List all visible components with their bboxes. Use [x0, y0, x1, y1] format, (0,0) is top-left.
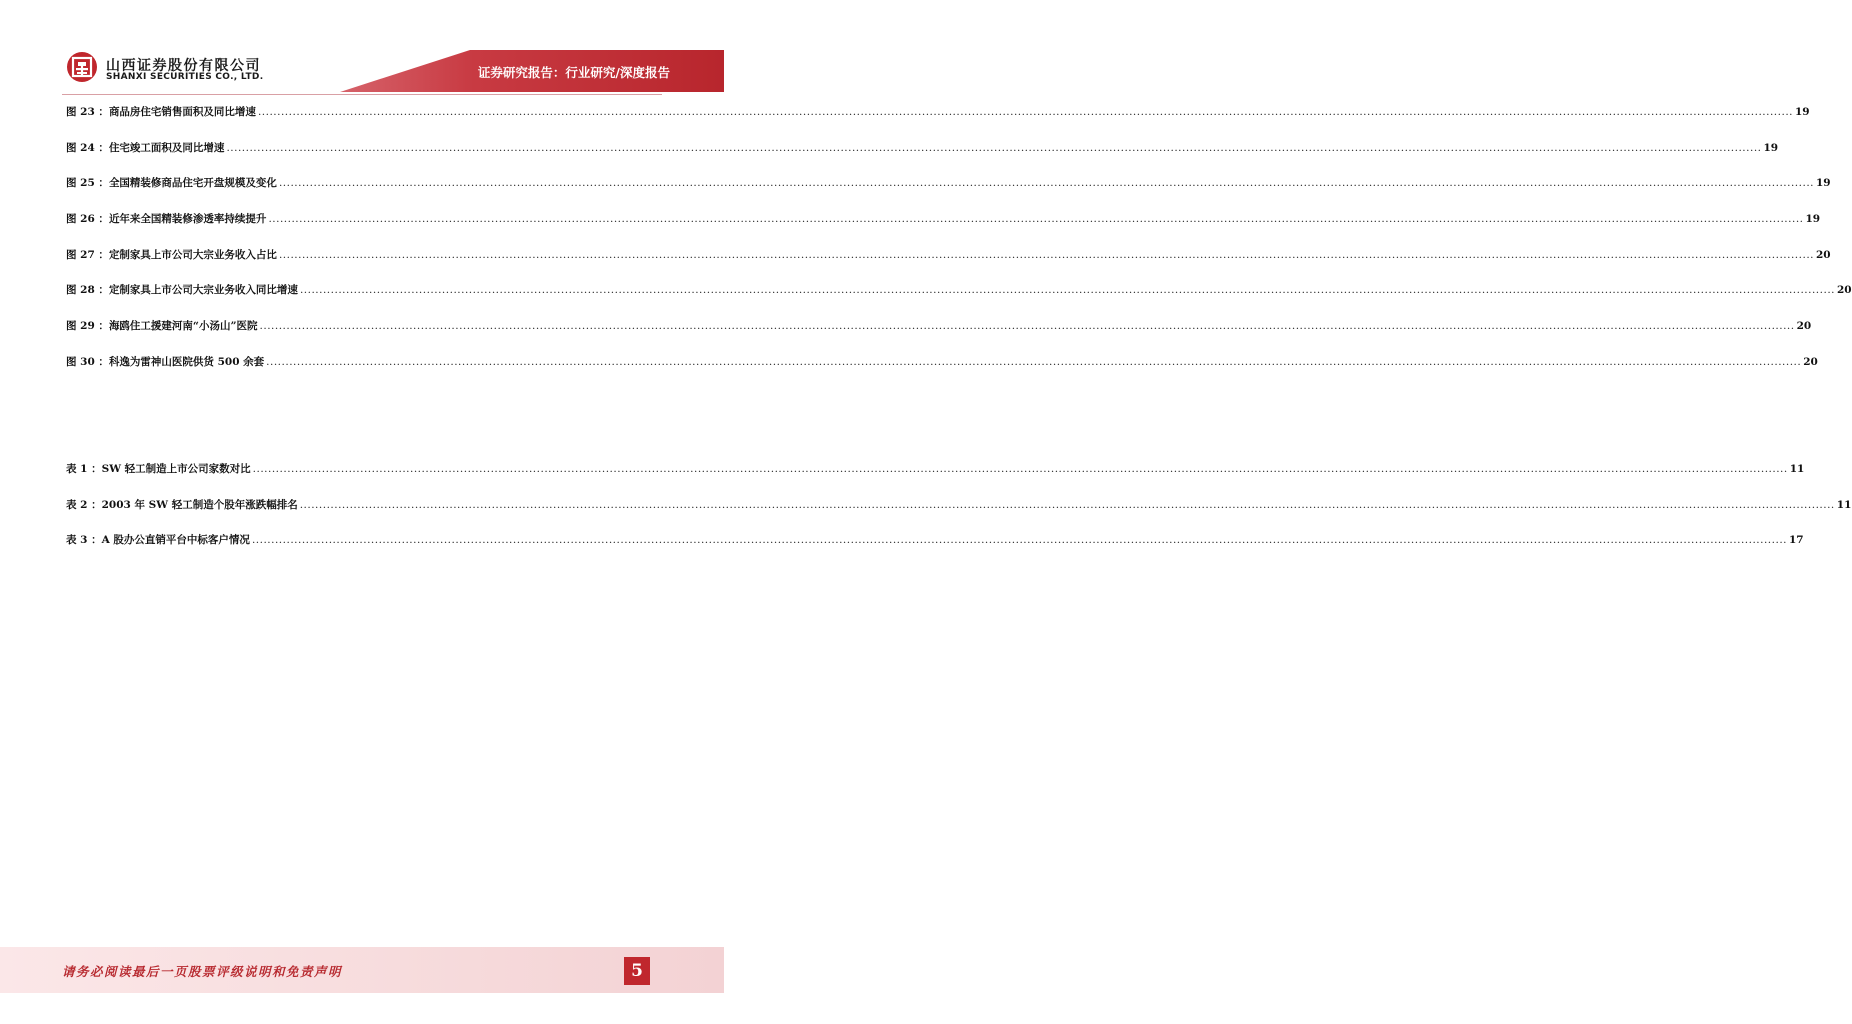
- toc-leader-dots: ................................................................................................................................................................................................................................................................................................................................................................................................................: [278, 177, 1814, 190]
- toc-entry-page: 20: [1816, 248, 1831, 261]
- toc-entry-page: 11: [1789, 463, 1805, 475]
- toc-entry-title: 商品房住宅销售面积及同比增速: [108, 106, 256, 118]
- toc-entry-prefix: 图 25 ：: [66, 177, 109, 190]
- header-divider: [62, 94, 662, 95]
- toc-entry-prefix: 表 2 ：: [66, 498, 102, 511]
- toc-leader-dots: ................................................................................................................................................................................................................................................................................................................................................................................................................: [252, 463, 1788, 475]
- toc-entry-prefix: 图 28 ：: [66, 284, 109, 297]
- toc-leader-dots: ................................................................................................................................................................................................................................................................................................................................................................................................................: [299, 284, 1835, 297]
- toc-entry-prefix: 图 27 ：: [66, 248, 109, 261]
- toc-entry-title: 科逸为雷神山医院供货 500 余套: [108, 355, 265, 368]
- toc-entry-page: 19: [1816, 177, 1831, 190]
- company-name-cn: 山西证券股份有限公司: [106, 58, 261, 74]
- toc-entry[interactable]: [66, 459, 1805, 495]
- toc-entry[interactable]: [66, 173, 1831, 209]
- toc-entry-title: 定制家具上市公司大宗业务收入占比: [108, 248, 277, 261]
- toc-entry[interactable]: [66, 316, 1812, 352]
- toc-entry-title: 定制家具上市公司大宗业务收入同比增速: [108, 284, 298, 297]
- toc-entry-title: A 股办公直销平台中标客户情况: [101, 534, 250, 547]
- toc-entry-page: 20: [1803, 355, 1818, 368]
- toc-entry[interactable]: [66, 209, 1821, 245]
- toc-leader-dots: ................................................................................................................................................................................................................................................................................................................................................................................................................: [266, 355, 1802, 368]
- toc-entry[interactable]: [66, 138, 1779, 174]
- page-header: [0, 0, 724, 100]
- toc-entry[interactable]: [66, 352, 1818, 388]
- toc-leader-dots: ................................................................................................................................................................................................................................................................................................................................................................................................................: [251, 534, 1787, 547]
- toc-entry-title: 海鸥住工援建河南“小汤山”医院: [108, 320, 258, 333]
- toc-leader-dots: ................................................................................................................................................................................................................................................................................................................................................................................................................: [226, 141, 1762, 154]
- toc-entry-prefix: 图 24 ：: [66, 141, 109, 154]
- company-name-en: SHANXI SECURITIES CO., LTD.: [106, 72, 264, 82]
- toc-entry-title: 全国精装修商品住宅开盘规模及变化: [108, 177, 277, 190]
- toc-leader-dots: ................................................................................................................................................................................................................................................................................................................................................................................................................: [259, 320, 1795, 333]
- toc-entry[interactable]: [66, 245, 1831, 281]
- toc-entry-title: SW 轻工制造上市公司家数对比: [101, 463, 251, 475]
- toc-entry-page: 11: [1836, 498, 1852, 511]
- toc-entry[interactable]: [66, 102, 1810, 138]
- toc-entry-title: 住宅竣工面积及同比增速: [108, 141, 225, 154]
- toc-entry[interactable]: [66, 280, 1852, 316]
- toc-entry-prefix: 图 30 ：: [66, 355, 109, 368]
- toc-entry-prefix: 图 29 ：: [66, 320, 109, 333]
- toc-entry-prefix: 图 26 ：: [66, 213, 109, 226]
- toc-leader-dots: ................................................................................................................................................................................................................................................................................................................................................................................................................: [278, 248, 1814, 261]
- toc-entry-title: 近年来全国精装修渗透率持续提升: [108, 213, 267, 226]
- toc-entry-prefix: 图 23 ：: [66, 106, 109, 118]
- figure-list: [66, 102, 1852, 388]
- toc-entry-title: 2003 年 SW 轻工制造个股年涨跌幅排名: [101, 498, 298, 511]
- toc-entry-prefix: 表 3 ：: [66, 534, 102, 547]
- toc-entry-page: 19: [1763, 141, 1779, 154]
- toc-entry-page: 19: [1805, 213, 1821, 226]
- report-type: 证券研究报告：行业研究/深度报告: [477, 65, 670, 80]
- page-footer: [0, 947, 724, 993]
- company-logo-icon: [66, 51, 98, 83]
- toc-entry-page: 20: [1796, 320, 1812, 333]
- toc-entry-page: 19: [1795, 106, 1810, 118]
- toc-leader-dots: ................................................................................................................................................................................................................................................................................................................................................................................................................: [299, 498, 1835, 511]
- page-number: 5: [624, 957, 650, 985]
- table-list: [66, 459, 1852, 566]
- disclaimer-notice: 请务必阅读最后一页股票评级说明和免责声明: [62, 964, 343, 979]
- toc-entry[interactable]: [66, 495, 1852, 531]
- toc-entry-page: 20: [1837, 284, 1852, 297]
- toc-leader-dots: ................................................................................................................................................................................................................................................................................................................................................................................................................: [257, 106, 1793, 118]
- toc-entry[interactable]: [66, 530, 1804, 566]
- toc-entry-page: 17: [1789, 534, 1804, 547]
- toc-leader-dots: ................................................................................................................................................................................................................................................................................................................................................................................................................: [268, 213, 1804, 226]
- toc-entry-prefix: 表 1 ：: [66, 463, 102, 475]
